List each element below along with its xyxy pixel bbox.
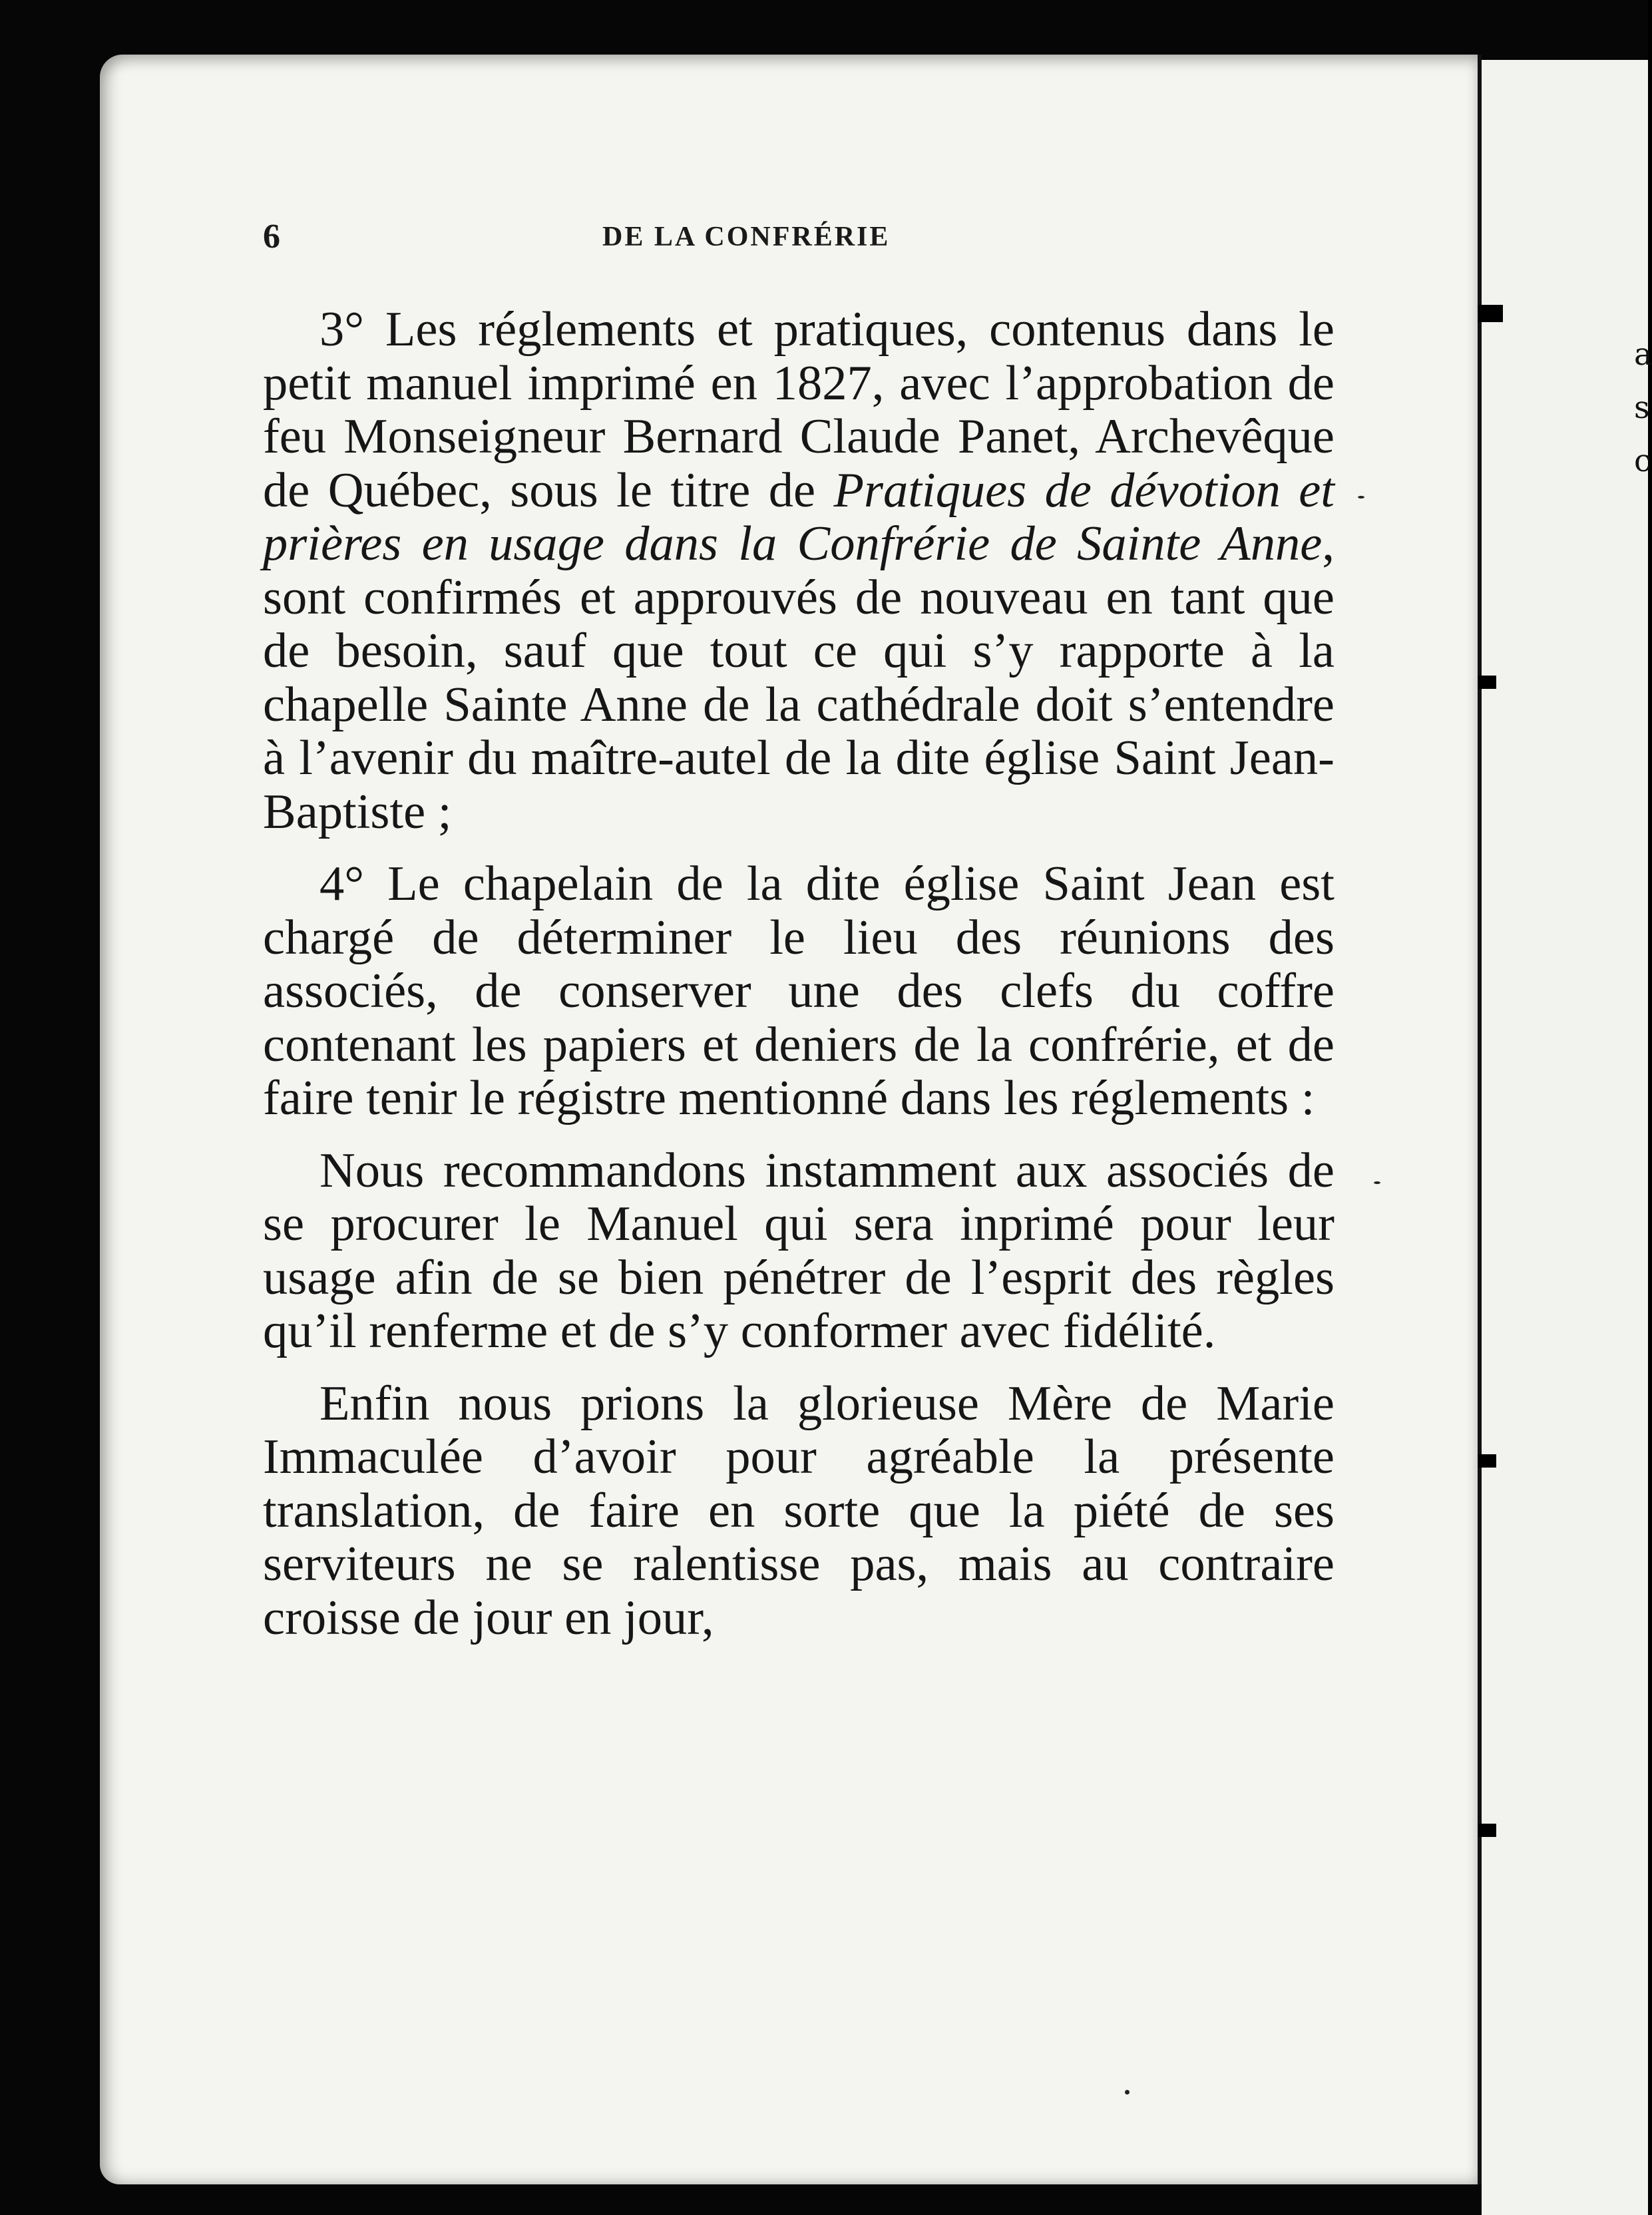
facing-page-edge (1482, 60, 1648, 2215)
paragraph-recommendation: Nous recommandons instamment aux associés de se procurer le Manuel qui sera inprimé pour leur usage afin de se bien pénétrer de l’esprit des règles qu’il renferme et de s’y conformer avec fidélité. (263, 1143, 1335, 1358)
paragraph-article-3 (263, 303, 1335, 839)
scan-speck (1358, 496, 1364, 499)
paragraph-text: 3° Les réglements et pratiques, contenus dans le petit manuel imprimé en 1827, avec l’approbation de feu Monseigneur Bernard Claude Panet, Archevêque de Québec, sous le titre de (263, 302, 1335, 518)
running-head-title: DE LA CONFRÉRIE (602, 222, 891, 252)
running-head (263, 217, 1335, 257)
facing-page-fragment: c (1634, 443, 1651, 479)
page-number: 6 (263, 218, 280, 256)
scan-speck (1125, 2090, 1130, 2095)
facing-page-fragment: s (1634, 389, 1650, 425)
paragraph-text: , sont confirmés et approuvés de nouveau en tant que de besoin, sauf que tout ce qui s’y rapporte à la chapelle Sainte Anne de la cathédrale doit s’entendre à l’avenir du maître-autel de la dite église Saint Jean-Baptiste ; (263, 516, 1335, 839)
paragraph-article-4: 4° Le chapelain de la dite église Saint Jean est chargé de déterminer le lieu des réunions des associés, de conserver une des clefs du coffre contenant les papiers et deniers de la confrérie, et de faire tenir le régistre mentionné dans les réglements : (263, 857, 1335, 1125)
page-body (263, 303, 1335, 1663)
scan-speck (1374, 1181, 1380, 1184)
paragraph-closing-prayer: Enfin nous prions la glorieuse Mère de Marie Immaculée d’avoir pour agréable la présente translation, de faire en sorte que la piété de ses serviteurs ne se ralentisse pas, mais au contraire croisse de jour en jour, (263, 1376, 1335, 1645)
facing-page-fragment: a (1634, 336, 1652, 372)
book-title-italic: Pratiques de dévotion et prières en usage dans la Confrérie de Sainte Anne (263, 463, 1335, 571)
